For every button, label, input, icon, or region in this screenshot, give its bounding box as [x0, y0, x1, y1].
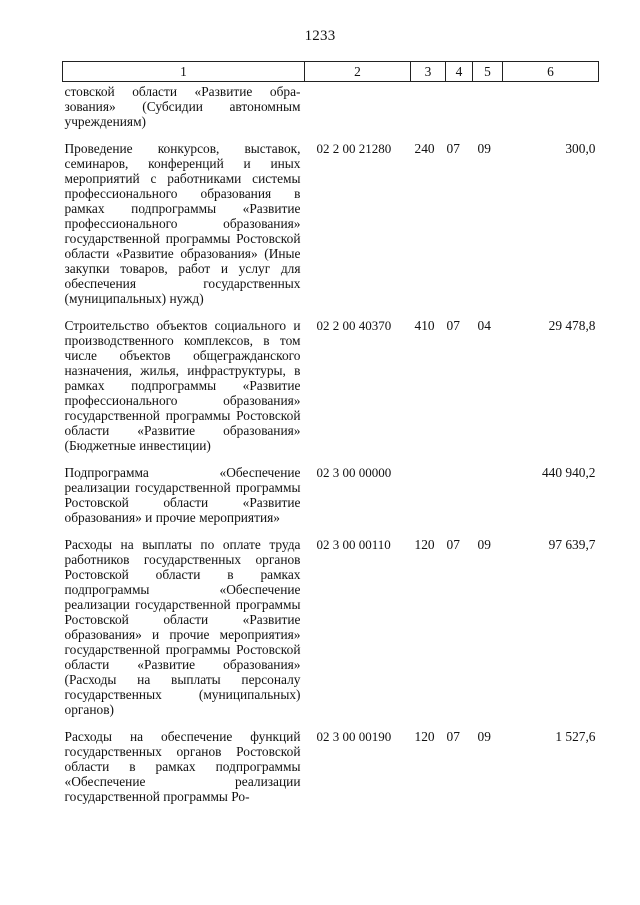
table-row — [63, 525, 599, 717]
row-section: 07 — [446, 318, 460, 333]
row-code: 02 3 00 00000 — [316, 465, 392, 480]
column-header-2: 2 — [305, 62, 411, 82]
row-amount: 300,0 — [565, 141, 596, 156]
row-name: Расходы на обеспечение функций государственных органов Ростовской области в рамках подпрограммы «Обеспечение реализации государственной программы Ро- — [64, 729, 301, 804]
row-subsection — [473, 453, 503, 525]
row-subsection — [473, 82, 503, 130]
row-section: 07 — [446, 141, 460, 156]
row-code — [305, 82, 411, 130]
row-amount: 97 639,7 — [548, 537, 596, 552]
row-name: Проведение конкурсов, выставок, семинаров, конференций и иных мероприятий с работниками системы профессионального образования в рамках подпрограммы «Развитие профессионального образования» государственной программы Ростовской области «Развитие образования» (Иные закупки товаров, работ и услуг для обеспечения государственных (муниципальных) нужд) — [64, 141, 301, 306]
row-name: Подпрограмма «Обеспечение реализации государственной программы Ростовской области «Развитие образования» и прочие мероприятия» — [64, 465, 301, 525]
row-code: 02 3 00 00190 — [316, 729, 392, 744]
row-amount: 29 478,8 — [548, 318, 596, 333]
row-expense-type: 410 — [414, 318, 435, 333]
row-section — [446, 453, 473, 525]
table-row — [63, 129, 599, 306]
table-row — [63, 453, 599, 525]
row-expense-type: 120 — [414, 537, 435, 552]
row-expense-type: 120 — [414, 729, 435, 744]
row-subsection: 04 — [477, 318, 491, 333]
column-header-4: 4 — [446, 62, 473, 82]
column-header-6: 6 — [503, 62, 599, 82]
table-row — [63, 82, 599, 130]
row-subsection: 09 — [477, 729, 491, 744]
page-number: 1233 — [304, 28, 336, 44]
row-code: 02 2 00 21280 — [316, 141, 392, 156]
row-section — [446, 82, 473, 130]
column-header-5: 5 — [473, 62, 503, 82]
row-name: стовской области «Развитие обра-зования» (Субсидии автономным учреждениям) — [64, 84, 301, 129]
row-subsection: 09 — [477, 141, 491, 156]
row-section: 07 — [446, 729, 460, 744]
row-expense-type: 240 — [414, 141, 435, 156]
row-code: 02 3 00 00110 — [316, 537, 391, 552]
row-code: 02 2 00 40370 — [316, 318, 392, 333]
column-header-3: 3 — [411, 62, 446, 82]
row-expense-type — [411, 82, 446, 130]
row-name: Строительство объектов социального и производственного комплексов, в том числе объектов общегражданского назначения, жилья, инфраструктуры, в рамках подпрограммы «Развитие профессионального образования» государственной программы Ростовской области «Развитие образования» (Бюджетные инвестиции) — [64, 318, 301, 453]
row-name: Расходы на выплаты по оплате труда работников государственных органов Ростовской области в рамках подпрограммы «Обеспечение реализации государственной программы Ростовской области «Развитие образования» и прочие мероприятия» государственной программы Ростовской области «Развитие образования» (Расходы на выплаты персоналу государственных (муниципальных) органов) — [64, 537, 301, 717]
row-expense-type — [411, 453, 446, 525]
table-row — [63, 306, 599, 453]
table-row — [63, 717, 599, 804]
row-subsection: 09 — [477, 537, 491, 552]
table-header-row — [63, 62, 599, 82]
row-amount: 440 940,2 — [541, 465, 596, 480]
row-section: 07 — [446, 537, 460, 552]
column-header-1: 1 — [63, 62, 305, 82]
budget-table — [62, 61, 599, 804]
row-amount: 1 527,6 — [555, 729, 596, 744]
row-amount — [503, 82, 599, 130]
